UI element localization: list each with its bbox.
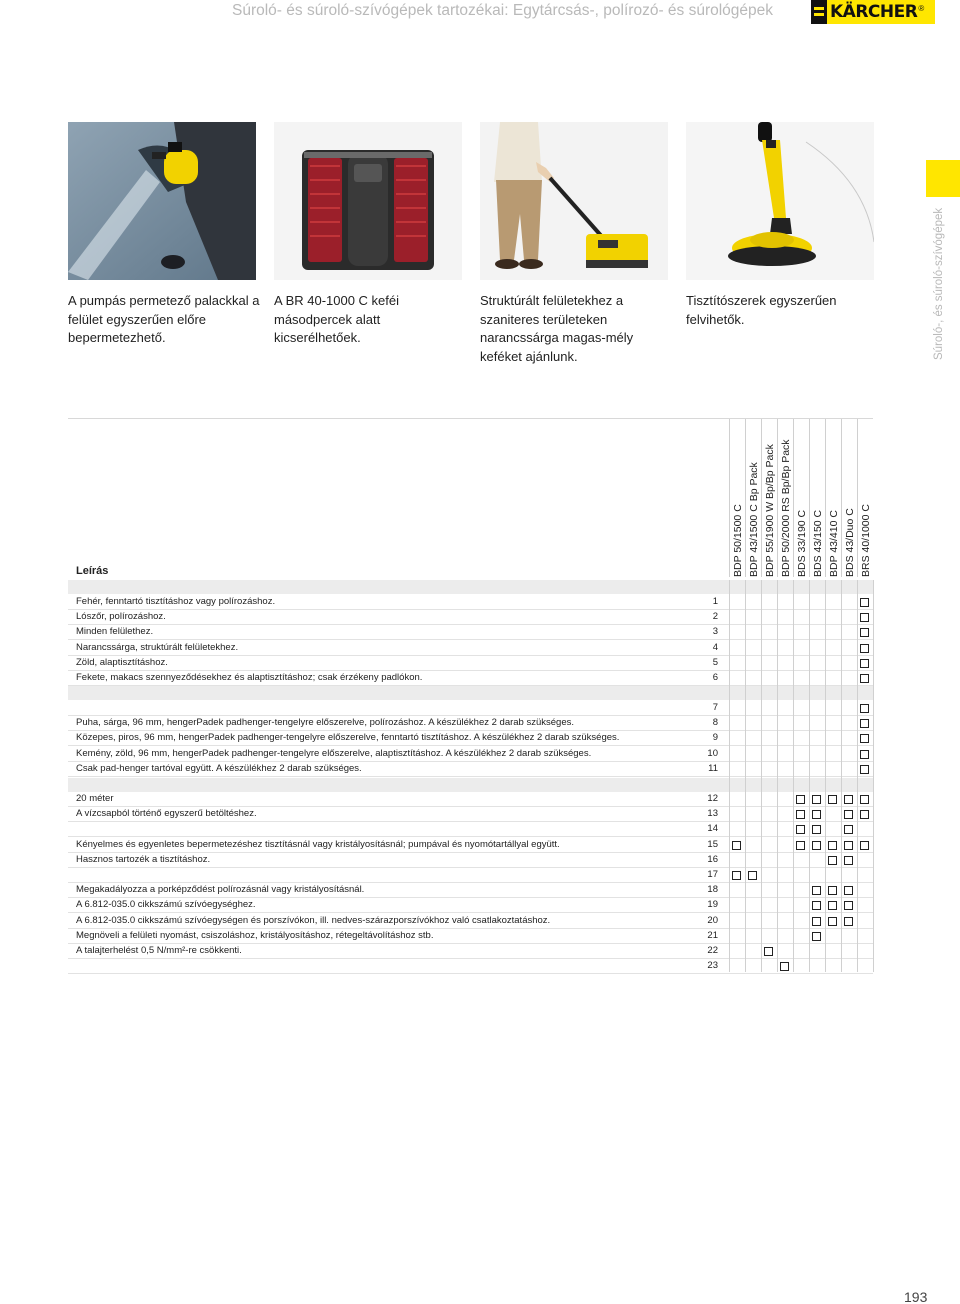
- row-number: 17: [707, 869, 718, 880]
- column-header-label: BRS 40/1000 C: [860, 504, 872, 577]
- page-number: 193: [904, 1289, 928, 1304]
- karcher-logo: [811, 0, 935, 24]
- row-number: 12: [707, 793, 718, 804]
- row-number: 16: [707, 853, 718, 865]
- row-description: A vízcsapból történő egyszerű betöltéshez.: [76, 808, 257, 820]
- row-number: 23: [707, 960, 718, 972]
- photo-operator-scrubber: [480, 122, 668, 280]
- availability-checkbox-icon: [860, 810, 869, 819]
- row-number: 2: [712, 611, 718, 623]
- availability-checkbox-icon: [796, 841, 805, 850]
- row-number: 10: [707, 747, 718, 759]
- column-header: [729, 419, 745, 577]
- availability-checkbox-icon: [844, 901, 853, 910]
- column-divider: [777, 580, 778, 972]
- column-header-label: BDP 43/1500 C Bp Pack: [748, 462, 760, 577]
- table-row: [68, 792, 873, 807]
- row-number: 3: [712, 626, 718, 638]
- column-header-label: BDP 43/410 C: [828, 510, 840, 577]
- row-number: 8: [712, 717, 718, 729]
- chapter-tab: [926, 160, 960, 197]
- availability-checkbox-icon: [844, 795, 853, 804]
- column-divider: [809, 580, 810, 972]
- row-number: 1: [712, 596, 718, 607]
- availability-checkbox-icon: [844, 810, 853, 819]
- registered-mark: ®: [918, 3, 925, 13]
- column-header: [841, 419, 857, 577]
- availability-checkbox-icon: [844, 841, 853, 850]
- column-divider: [745, 580, 746, 972]
- description-column-title: Leírás: [76, 565, 109, 577]
- availability-checkbox-icon: [748, 871, 757, 880]
- caption-3: Struktúrált felületekhez a szaniteres területeken narancssárga magas-mély keféket ajánlunk.: [480, 293, 634, 364]
- column-divider: [793, 580, 794, 972]
- group-separator: [68, 686, 873, 700]
- availability-checkbox-icon: [812, 810, 821, 819]
- availability-checkbox-icon: [796, 795, 805, 804]
- photo-brush-rollers: [274, 122, 462, 280]
- table-row: [68, 716, 873, 731]
- column-header: [825, 419, 841, 577]
- availability-checkbox-icon: [860, 628, 869, 637]
- availability-checkbox-icon: [844, 886, 853, 895]
- table-row: [68, 883, 873, 898]
- availability-checkbox-icon: [860, 644, 869, 653]
- availability-checkbox-icon: [828, 841, 837, 850]
- column-header-label: BDS 33/190 C: [796, 509, 808, 577]
- row-number: 5: [712, 656, 718, 668]
- row-number: 20: [707, 914, 718, 926]
- caption-1: A pumpás permetező palackkal a felület egyszerűen előre bepermetezhető.: [68, 293, 260, 345]
- availability-checkbox-icon: [844, 917, 853, 926]
- row-number: 13: [707, 808, 718, 820]
- table-row: [68, 898, 873, 913]
- table-row: [68, 853, 873, 868]
- row-description: Kemény, zöld, 96 mm, hengerPadek padhenger-tengelyre előszerelve, alaptisztításhoz. A készülékhez 2 darab szükséges.: [76, 747, 592, 759]
- availability-checkbox-icon: [812, 795, 821, 804]
- table-row: [68, 959, 873, 974]
- column-header: [777, 419, 793, 577]
- availability-checkbox-icon: [860, 674, 869, 683]
- table-row: [68, 944, 873, 959]
- table-row: [68, 929, 873, 944]
- availability-checkbox-icon: [828, 795, 837, 804]
- availability-checkbox-icon: [860, 765, 869, 774]
- availability-checkbox-icon: [860, 750, 869, 759]
- table-header: [68, 418, 873, 580]
- row-number: 7: [712, 702, 718, 713]
- row-description: Fehér, fenntartó tisztításhoz vagy polírozáshoz.: [76, 596, 276, 607]
- column-header: [745, 419, 761, 577]
- availability-checkbox-icon: [780, 962, 789, 971]
- availability-checkbox-icon: [732, 871, 741, 880]
- table-row: [68, 822, 873, 837]
- column-divider: [825, 580, 826, 972]
- availability-checkbox-icon: [828, 901, 837, 910]
- row-description: A talajterhelést 0,5 N/mm²-re csökkenti.: [76, 945, 242, 956]
- column-header-label: BDS 43/150 C: [812, 509, 824, 577]
- table-row: [68, 838, 873, 853]
- row-number: 15: [707, 838, 718, 850]
- row-number: 22: [707, 945, 718, 956]
- table-row: [68, 914, 873, 929]
- availability-checkbox-icon: [860, 795, 869, 804]
- column-header: [809, 419, 825, 577]
- column-divider: [857, 580, 858, 972]
- column-header-label: BDP 50/2000 RS Bp/Bp Pack: [780, 439, 792, 577]
- row-description: Csak pad-henger tartóval együtt. A készülékhez 2 darab szükséges.: [76, 762, 362, 774]
- availability-checkbox-icon: [828, 886, 837, 895]
- row-description: Narancssárga, struktúrált felületekhez.: [76, 641, 239, 653]
- availability-checkbox-icon: [812, 886, 821, 895]
- availability-checkbox-icon: [732, 841, 741, 850]
- availability-checkbox-icon: [812, 932, 821, 941]
- availability-checkbox-icon: [860, 719, 869, 728]
- availability-checkbox-icon: [812, 825, 821, 834]
- chapter-side-label: Súroló-, és súroló-szívógépek: [933, 207, 945, 360]
- row-description: A 6.812-035.0 cikkszámú szívóegységen és porszívókon, ill. nedves-szárazporszívókhoz való csatlakoztatáshoz.: [76, 914, 551, 926]
- karcher-stripes-icon: [811, 0, 827, 24]
- row-description: Zöld, alaptisztításhoz.: [76, 656, 168, 668]
- row-description: Közepes, piros, 96 mm, hengerPadek padhenger-tengelyre előszerelve, fenntartó tisztításhoz. A készülékhez 2 darab szükséges.: [76, 732, 620, 744]
- row-description: Hasznos tartozék a tisztításhoz.: [76, 853, 211, 865]
- column-divider: [841, 580, 842, 972]
- column-header-label: BDP 50/1500 C: [732, 504, 744, 577]
- column-header: [793, 419, 809, 577]
- availability-checkbox-icon: [812, 901, 821, 910]
- table-row: [68, 868, 873, 883]
- row-number: 9: [712, 732, 718, 744]
- row-description: Minden felülethez.: [76, 626, 154, 638]
- column-divider: [873, 580, 874, 972]
- row-number: 14: [707, 823, 718, 835]
- table-row: [68, 595, 873, 610]
- table-row: [68, 747, 873, 762]
- availability-checkbox-icon: [860, 841, 869, 850]
- row-number: 18: [707, 884, 718, 896]
- table-row: [68, 701, 873, 716]
- row-description: Fekete, makacs szennyeződésekhez és alaptisztításhoz; csak érzékeny padlókon.: [76, 672, 423, 683]
- availability-checkbox-icon: [828, 856, 837, 865]
- column-header-label: BDP 55/1900 W Bp/Bp Pack: [764, 444, 776, 577]
- column-divider: [761, 580, 762, 972]
- availability-checkbox-icon: [860, 704, 869, 713]
- availability-checkbox-icon: [860, 734, 869, 743]
- availability-checkbox-icon: [764, 947, 773, 956]
- table-row: [68, 671, 873, 686]
- row-number: 21: [707, 929, 718, 941]
- availability-checkbox-icon: [844, 825, 853, 834]
- availability-checkbox-icon: [812, 841, 821, 850]
- row-description: A 6.812-035.0 cikkszámú szívóegységhez.: [76, 899, 256, 911]
- column-header: [761, 419, 777, 577]
- photo-spray-bottle: [68, 122, 256, 280]
- logo-text: KÄRCHER: [830, 2, 918, 22]
- page-header-title: Súroló- és súroló-szívógépek tartozékai: Egytárcsás-, polírozó- és súrológépek: [232, 2, 774, 19]
- availability-checkbox-icon: [860, 613, 869, 622]
- row-number: 6: [712, 672, 718, 683]
- row-description: Megnöveli a felületi nyomást, csiszoláshoz, kristályosításhoz, rétegeltávolításhoz stb.: [76, 929, 434, 941]
- column-header-label: BDS 43/Duo C: [844, 508, 856, 577]
- table-row: [68, 807, 873, 822]
- table-row: [68, 656, 873, 671]
- availability-checkbox-icon: [796, 825, 805, 834]
- group-separator: [68, 778, 873, 792]
- availability-checkbox-icon: [828, 917, 837, 926]
- row-description: Kényelmes és egyenletes bepermetezéshez tisztításnál vagy kristályosításnál; pumpával és nyomótartállyal együtt.: [76, 838, 560, 850]
- table-row: [68, 731, 873, 746]
- row-description: Megakadályozza a porképződést polírozásnál vagy kristályosításnál.: [76, 884, 365, 896]
- availability-checkbox-icon: [860, 598, 869, 607]
- availability-checkbox-icon: [796, 810, 805, 819]
- table-row: [68, 610, 873, 625]
- row-description: Puha, sárga, 96 mm, hengerPadek padhenger-tengelyre előszerelve, polírozáshoz. A készülékhez 2 darab szükséges.: [76, 717, 574, 729]
- column-header: [857, 419, 873, 577]
- row-description: Lószőr, polírozáshoz.: [76, 611, 166, 623]
- row-number: 19: [707, 899, 718, 911]
- column-divider: [729, 580, 730, 972]
- row-number: 11: [708, 762, 718, 774]
- table-row: [68, 641, 873, 656]
- table-row: [68, 762, 873, 777]
- availability-checkbox-icon: [844, 856, 853, 865]
- table-row: [68, 625, 873, 640]
- caption-2: A BR 40-1000 C keféi másodpercek alatt kicserélhetőek.: [274, 293, 400, 345]
- row-number: 4: [712, 641, 718, 653]
- photo-single-disc-machine: [686, 122, 874, 280]
- row-description: 20 méter: [76, 793, 114, 804]
- availability-checkbox-icon: [860, 659, 869, 668]
- availability-checkbox-icon: [812, 917, 821, 926]
- caption-4: Tisztítószerek egyszerűen felvihetők.: [686, 293, 837, 327]
- group-separator: [68, 580, 873, 594]
